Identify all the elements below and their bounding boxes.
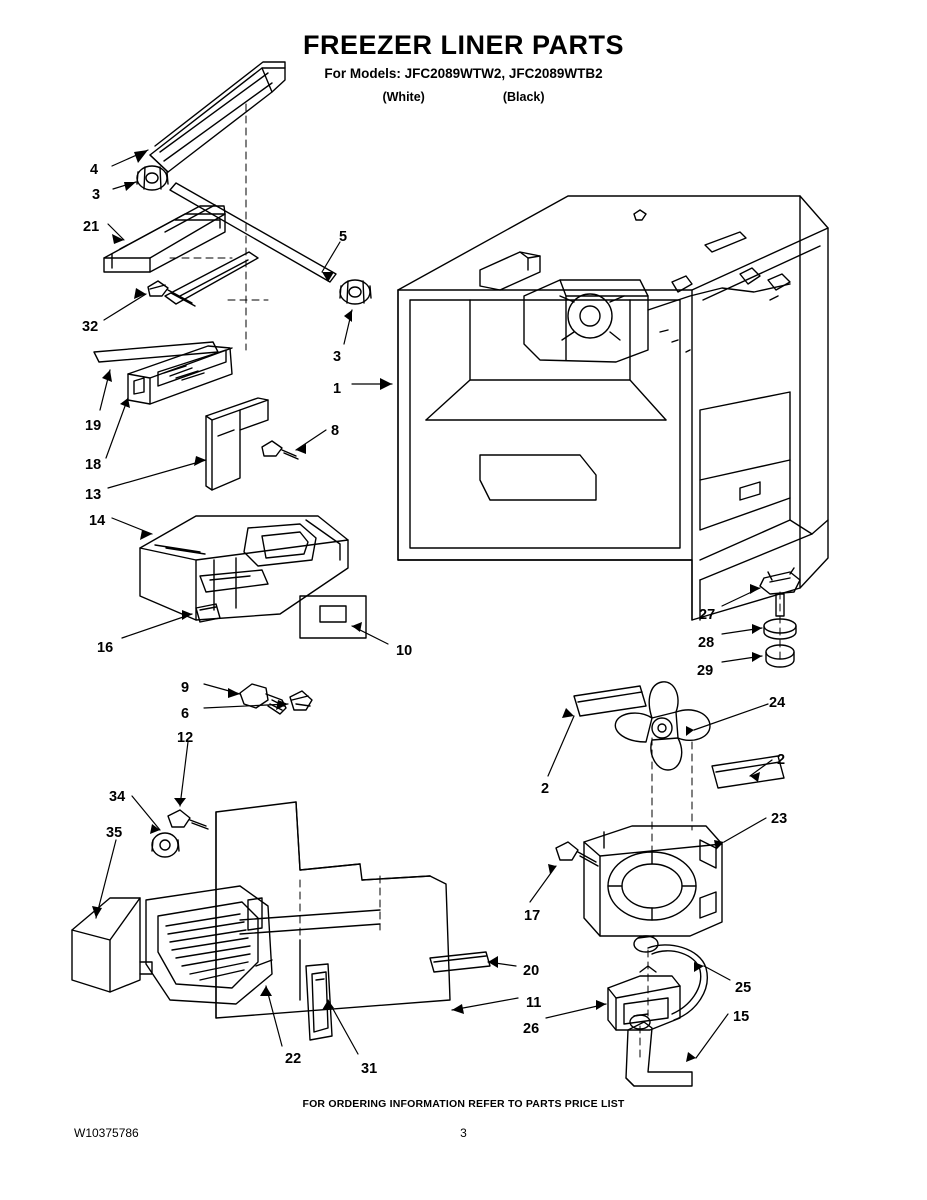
- part-34-bushing: [152, 833, 179, 857]
- leader-lines: [96, 150, 772, 1058]
- callout-35: 35: [106, 825, 123, 841]
- page-number: 3: [460, 1126, 467, 1140]
- callout-2-left: 2: [541, 781, 550, 797]
- callout-21: 21: [83, 219, 100, 235]
- part-12-screw: [168, 810, 208, 829]
- callout-1: 1: [333, 381, 342, 397]
- arrowheads: [92, 150, 762, 1062]
- callout-20: 20: [523, 963, 540, 979]
- part-19-bar: [94, 342, 218, 362]
- part-10-plate: [300, 596, 366, 638]
- callout-14: 14: [89, 513, 106, 529]
- document-id: W10375786: [74, 1126, 139, 1140]
- callout-31: 31: [361, 1061, 378, 1077]
- part-6-screw: [290, 691, 312, 710]
- part-20-ledge: [430, 952, 490, 972]
- callout-4: 4: [90, 162, 99, 178]
- part-22-grille: [146, 886, 272, 1004]
- callout-18: 18: [85, 457, 102, 473]
- part-25-wire-harness: [634, 936, 707, 1020]
- part-24-fan-blade: [615, 682, 710, 770]
- part-8-screw: [262, 441, 298, 459]
- part-14-duct-cover: [140, 516, 348, 620]
- part-2-strip-right: [712, 756, 784, 788]
- callout-19: 19: [85, 418, 102, 434]
- callout-29: 29: [697, 663, 714, 679]
- part-27-leveler-nut: [760, 568, 800, 616]
- part-18-housing: [128, 346, 232, 404]
- ordering-info-note: FOR ORDERING INFORMATION REFER TO PARTS PRICE LIST: [302, 1098, 625, 1110]
- part-31-lens: [306, 964, 332, 1040]
- color-white-label: (White): [382, 90, 425, 104]
- callout-23: 23: [771, 811, 788, 827]
- color-black-label: (Black): [502, 90, 545, 104]
- alignment-guides: [170, 104, 780, 1060]
- callout-11: 11: [526, 995, 542, 1011]
- callout-12: 12: [177, 730, 194, 746]
- callout-2-right: 2: [777, 752, 786, 768]
- page-title: FREEZER LINER PARTS: [302, 30, 624, 60]
- part-16-clip: [196, 604, 220, 622]
- part-2-strip-left: [574, 686, 646, 716]
- part-15-bracket: [626, 1014, 692, 1086]
- callout-15: 15: [733, 1009, 750, 1025]
- part-23-fan-shroud: [584, 826, 722, 936]
- part-21-slide: [104, 205, 225, 272]
- part-21-rail-lower: [165, 252, 258, 304]
- part-17-screw: [556, 842, 598, 866]
- callout-28: 28: [698, 635, 715, 651]
- part-26-fan-motor: [608, 966, 680, 1030]
- callout-10: 10: [396, 643, 413, 659]
- part-35-cover: [72, 898, 152, 992]
- callout-22: 22: [285, 1051, 302, 1067]
- part-3-roller-upper: [137, 166, 168, 190]
- callout-24: 24: [769, 695, 786, 711]
- callout-32: 32: [82, 319, 99, 335]
- part-28-washer: [764, 619, 796, 639]
- callout-8: 8: [331, 423, 340, 439]
- part-29-foot: [766, 645, 794, 667]
- callout-13: 13: [85, 487, 102, 503]
- callout-5: 5: [339, 229, 348, 245]
- callout-34: 34: [109, 789, 126, 805]
- callout-25: 25: [735, 980, 752, 996]
- callout-6: 6: [181, 706, 190, 722]
- callout-3-upper: 3: [92, 187, 101, 203]
- part-9-bulb: [240, 684, 286, 714]
- model-subtitle: For Models: JFC2089WTW2, JFC2089WTB2: [324, 66, 603, 81]
- color-variants: [0, 90, 927, 104]
- part-5-rod: [170, 183, 336, 282]
- part-11-panel: [216, 802, 450, 1018]
- part-32-screw: [148, 281, 195, 306]
- callout-9: 9: [181, 680, 190, 696]
- callout-3-lower: 3: [333, 349, 342, 365]
- part-3-roller-lower: [340, 280, 371, 304]
- part-13-bracket: [206, 398, 268, 490]
- callout-26: 26: [523, 1021, 540, 1037]
- callout-16: 16: [97, 640, 114, 656]
- part-1-freezer-liner: [398, 196, 828, 620]
- callout-17: 17: [524, 908, 541, 924]
- callout-27: 27: [699, 607, 716, 623]
